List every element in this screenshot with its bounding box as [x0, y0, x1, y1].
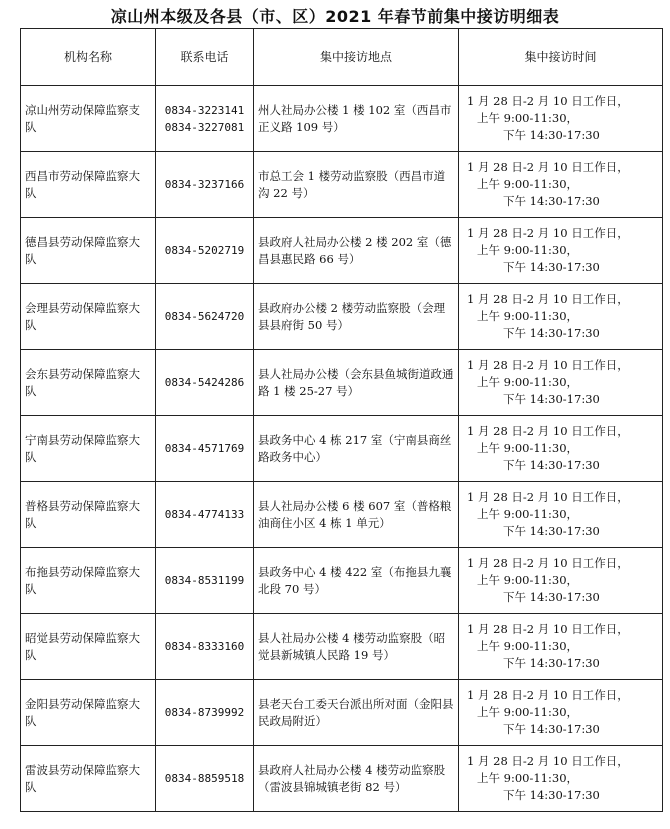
visit-time-line: 下午 14:30-17:30 [503, 722, 600, 736]
visit-time-line: 1 月 28 日-2 月 10 日工作日， [467, 490, 629, 504]
visit-time-line: 下午 14:30-17:30 [503, 392, 600, 406]
visit-time-line: 上午 9:00-11:30， [477, 639, 579, 653]
phone-number: 0834-8859518 [164, 772, 245, 785]
visit-time-line: 1 月 28 日-2 月 10 日工作日， [467, 226, 629, 240]
visit-time-line: 下午 14:30-17:30 [503, 458, 600, 472]
org-name-cell: 西昌市劳动保障监察大队 [21, 152, 156, 218]
phone-cell [156, 350, 254, 416]
visit-place-cell: 县政府人社局办公楼 4 楼劳动监察股（雷波县锦城镇老街 82 号） [254, 746, 459, 812]
visit-time-line: 1 月 28 日-2 月 10 日工作日， [467, 754, 629, 768]
visit-place-cell: 州人社局办公楼 1 楼 102 室（西昌市正义路 109 号） [254, 86, 459, 152]
phone-cell [156, 746, 254, 812]
org-name-cell: 昭觉县劳动保障监察大队 [21, 614, 156, 680]
visit-time-cell [459, 548, 663, 614]
phone-cell [156, 482, 254, 548]
visit-time-cell [459, 416, 663, 482]
visit-time-line: 下午 14:30-17:30 [503, 260, 600, 274]
phone-cell [156, 614, 254, 680]
phone-number: 0834-4774133 [164, 508, 245, 521]
header-time: 集中接访时间 [459, 29, 663, 86]
phone-cell [156, 86, 254, 152]
visit-time-line: 上午 9:00-11:30， [477, 177, 579, 191]
org-name-cell: 雷波县劳动保障监察大队 [21, 746, 156, 812]
org-name-cell: 会理县劳动保障监察大队 [21, 284, 156, 350]
visit-place-cell: 县人社局办公楼 4 楼劳动监察股（昭觉县新城镇人民路 19 号） [254, 614, 459, 680]
header-place: 集中接访地点 [254, 29, 459, 86]
phone-number: 0834-3223141 [164, 103, 245, 117]
visit-time-cell [459, 218, 663, 284]
visit-time-cell [459, 680, 663, 746]
visit-time-cell [459, 284, 663, 350]
visit-time-line: 1 月 28 日-2 月 10 日工作日， [467, 94, 629, 108]
phone-number: 0834-4571769 [164, 442, 245, 455]
phone-number: 0834-8531199 [164, 574, 245, 587]
visit-place-cell: 县老天台工委天台派出所对面（金阳县民政局附近） [254, 680, 459, 746]
visit-time-line: 下午 14:30-17:30 [503, 128, 600, 142]
visit-time-line: 1 月 28 日-2 月 10 日工作日， [467, 556, 629, 570]
table-header-row [21, 29, 663, 86]
visit-time-line: 上午 9:00-11:30， [477, 375, 579, 389]
visit-time-line: 下午 14:30-17:30 [503, 524, 600, 538]
visit-schedule-table [20, 28, 663, 812]
table-row [21, 482, 663, 548]
table-row [21, 746, 663, 812]
phone-number: 0834-5202719 [164, 244, 245, 257]
visit-place-cell: 县人社局办公楼 6 楼 607 室（普格粮油商住小区 4 栋 1 单元） [254, 482, 459, 548]
org-name-cell: 德昌县劳动保障监察大队 [21, 218, 156, 284]
visit-time-line: 1 月 28 日-2 月 10 日工作日， [467, 160, 629, 174]
table-row [21, 614, 663, 680]
header-org: 机构名称 [21, 29, 156, 86]
visit-place-cell: 县政府办公楼 2 楼劳动监察股（会理县县府街 50 号） [254, 284, 459, 350]
visit-time-line: 1 月 28 日-2 月 10 日工作日， [467, 292, 629, 306]
page-title: 凉山州本级及各县（市、区）2021 年春节前集中接访明细表 [110, 7, 560, 26]
visit-time-cell [459, 614, 663, 680]
org-name-cell: 普格县劳动保障监察大队 [21, 482, 156, 548]
phone-number: 0834-8333160 [164, 640, 245, 653]
visit-time-line: 1 月 28 日-2 月 10 日工作日， [467, 424, 629, 438]
table-row [21, 284, 663, 350]
phone-cell [156, 680, 254, 746]
table-row [21, 548, 663, 614]
visit-place-cell: 市总工会 1 楼劳动监察股（西昌市道沟 22 号） [254, 152, 459, 218]
visit-place-cell: 县政务中心 4 栋 217 室（宁南县商丝路政务中心） [254, 416, 459, 482]
table-row [21, 350, 663, 416]
visit-time-line: 下午 14:30-17:30 [503, 788, 600, 802]
visit-time-line: 1 月 28 日-2 月 10 日工作日， [467, 358, 629, 372]
table-row [21, 680, 663, 746]
org-name-cell: 会东县劳动保障监察大队 [21, 350, 156, 416]
phone-number: 0834-3227081 [164, 120, 245, 134]
visit-time-line: 下午 14:30-17:30 [503, 326, 600, 340]
visit-time-line: 1 月 28 日-2 月 10 日工作日， [467, 622, 629, 636]
visit-time-line: 上午 9:00-11:30， [477, 243, 579, 257]
org-name-cell: 布拖县劳动保障监察大队 [21, 548, 156, 614]
table-row [21, 416, 663, 482]
org-name-cell: 金阳县劳动保障监察大队 [21, 680, 156, 746]
visit-time-line: 1 月 28 日-2 月 10 日工作日， [467, 688, 629, 702]
phone-cell [156, 548, 254, 614]
visit-time-cell [459, 86, 663, 152]
visit-time-line: 下午 14:30-17:30 [503, 590, 600, 604]
visit-time-line: 上午 9:00-11:30， [477, 771, 579, 785]
header-phone: 联系电话 [156, 29, 254, 86]
visit-time-line: 上午 9:00-11:30， [477, 441, 579, 455]
visit-place-cell: 县人社局办公楼（会东县鱼城街道政通路 1 楼 25-27 号） [254, 350, 459, 416]
visit-time-line: 上午 9:00-11:30， [477, 507, 579, 521]
phone-cell [156, 218, 254, 284]
visit-time-line: 上午 9:00-11:30， [477, 705, 579, 719]
visit-time-line: 上午 9:00-11:30， [477, 111, 579, 125]
phone-number: 0834-8739992 [164, 706, 245, 719]
visit-time-line: 下午 14:30-17:30 [503, 656, 600, 670]
phone-number: 0834-5624720 [164, 310, 245, 323]
visit-place-cell: 县政务中心 4 楼 422 室（布拖县九襄北段 70 号） [254, 548, 459, 614]
visit-time-cell [459, 482, 663, 548]
visit-time-line: 上午 9:00-11:30， [477, 309, 579, 323]
phone-cell [156, 416, 254, 482]
phone-cell [156, 284, 254, 350]
phone-number: 0834-5424286 [164, 376, 245, 389]
table-row [21, 152, 663, 218]
phone-number: 0834-3237166 [164, 178, 245, 191]
org-name-cell: 凉山州劳动保障监察支队 [21, 86, 156, 152]
visit-time-cell [459, 152, 663, 218]
visit-time-cell [459, 350, 663, 416]
table-row [21, 218, 663, 284]
table-row [21, 86, 663, 152]
visit-time-cell [459, 746, 663, 812]
table-body [21, 86, 663, 812]
phone-cell [156, 152, 254, 218]
visit-time-line: 上午 9:00-11:30， [477, 573, 579, 587]
org-name-cell: 宁南县劳动保障监察大队 [21, 416, 156, 482]
visit-time-line: 下午 14:30-17:30 [503, 194, 600, 208]
visit-place-cell: 县政府人社局办公楼 2 楼 202 室（德昌县惠民路 66 号） [254, 218, 459, 284]
